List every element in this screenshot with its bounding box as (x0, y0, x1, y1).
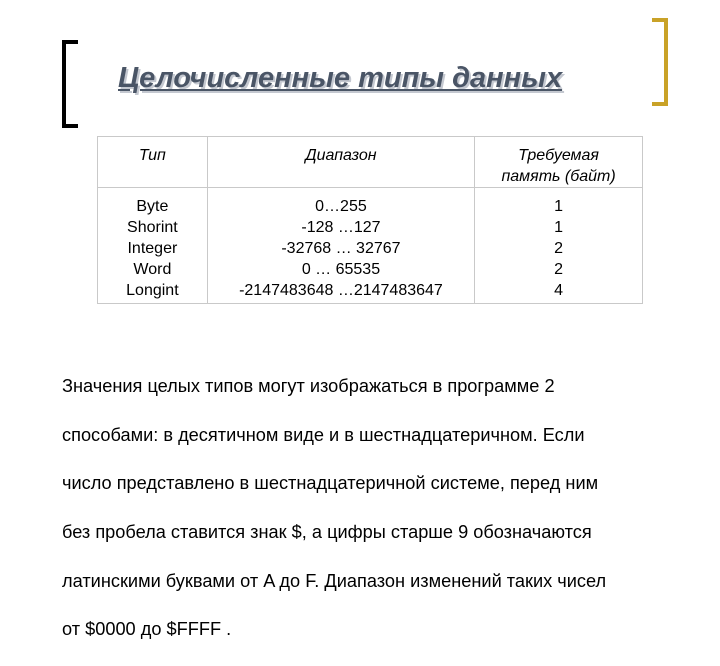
type-cell: Byte (136, 198, 169, 215)
type-cell: Shorint (127, 219, 178, 236)
range-cell: -2147483648 …2147483647 (239, 282, 443, 299)
type-column (98, 188, 208, 304)
slide-title: Целочисленные типы данных (118, 62, 563, 94)
memory-cell: 4 (554, 282, 564, 299)
body-line: число представлено в шестнадцатеричной системе, перед ним (62, 473, 599, 494)
table-header-row (98, 137, 643, 188)
header-type: Тип (98, 137, 208, 188)
type-cell: Word (133, 261, 172, 278)
type-cell: Integer (127, 240, 178, 257)
memory-cell: 1 (554, 198, 564, 215)
range-cell: -128 …127 (301, 219, 381, 236)
integer-types-table (97, 136, 643, 304)
table-row (98, 188, 643, 304)
header-range: Диапазон (207, 137, 474, 188)
body-line: от $0000 до $FFFF . (62, 619, 232, 640)
memory-cell: 1 (554, 219, 564, 236)
body-line: способами: в десятичном виде и в шестнадцатеричном. Если (62, 424, 585, 445)
memory-cell: 2 (554, 240, 564, 257)
right-bracket-decoration (652, 18, 668, 106)
body-line: Значения целых типов могут изображаться в программе 2 (62, 376, 555, 397)
body-paragraph (62, 350, 682, 666)
memory-column (475, 188, 643, 304)
left-bracket-decoration (62, 40, 78, 128)
range-column (207, 188, 474, 304)
range-cell: -32768 … 32767 (281, 240, 401, 257)
range-cell: 0 … 65535 (301, 261, 381, 278)
header-memory-text: Требуемая память (байт) (501, 147, 616, 185)
memory-cell: 2 (554, 261, 564, 278)
header-memory (475, 137, 643, 188)
body-line: без пробела ставится знак $, а цифры старше 9 обозначаются (62, 522, 592, 543)
type-cell: Longint (126, 282, 179, 299)
range-cell: 0…255 (315, 198, 367, 215)
body-line: латинскими буквами от A до F. Диапазон изменений таких чисел (62, 570, 607, 591)
